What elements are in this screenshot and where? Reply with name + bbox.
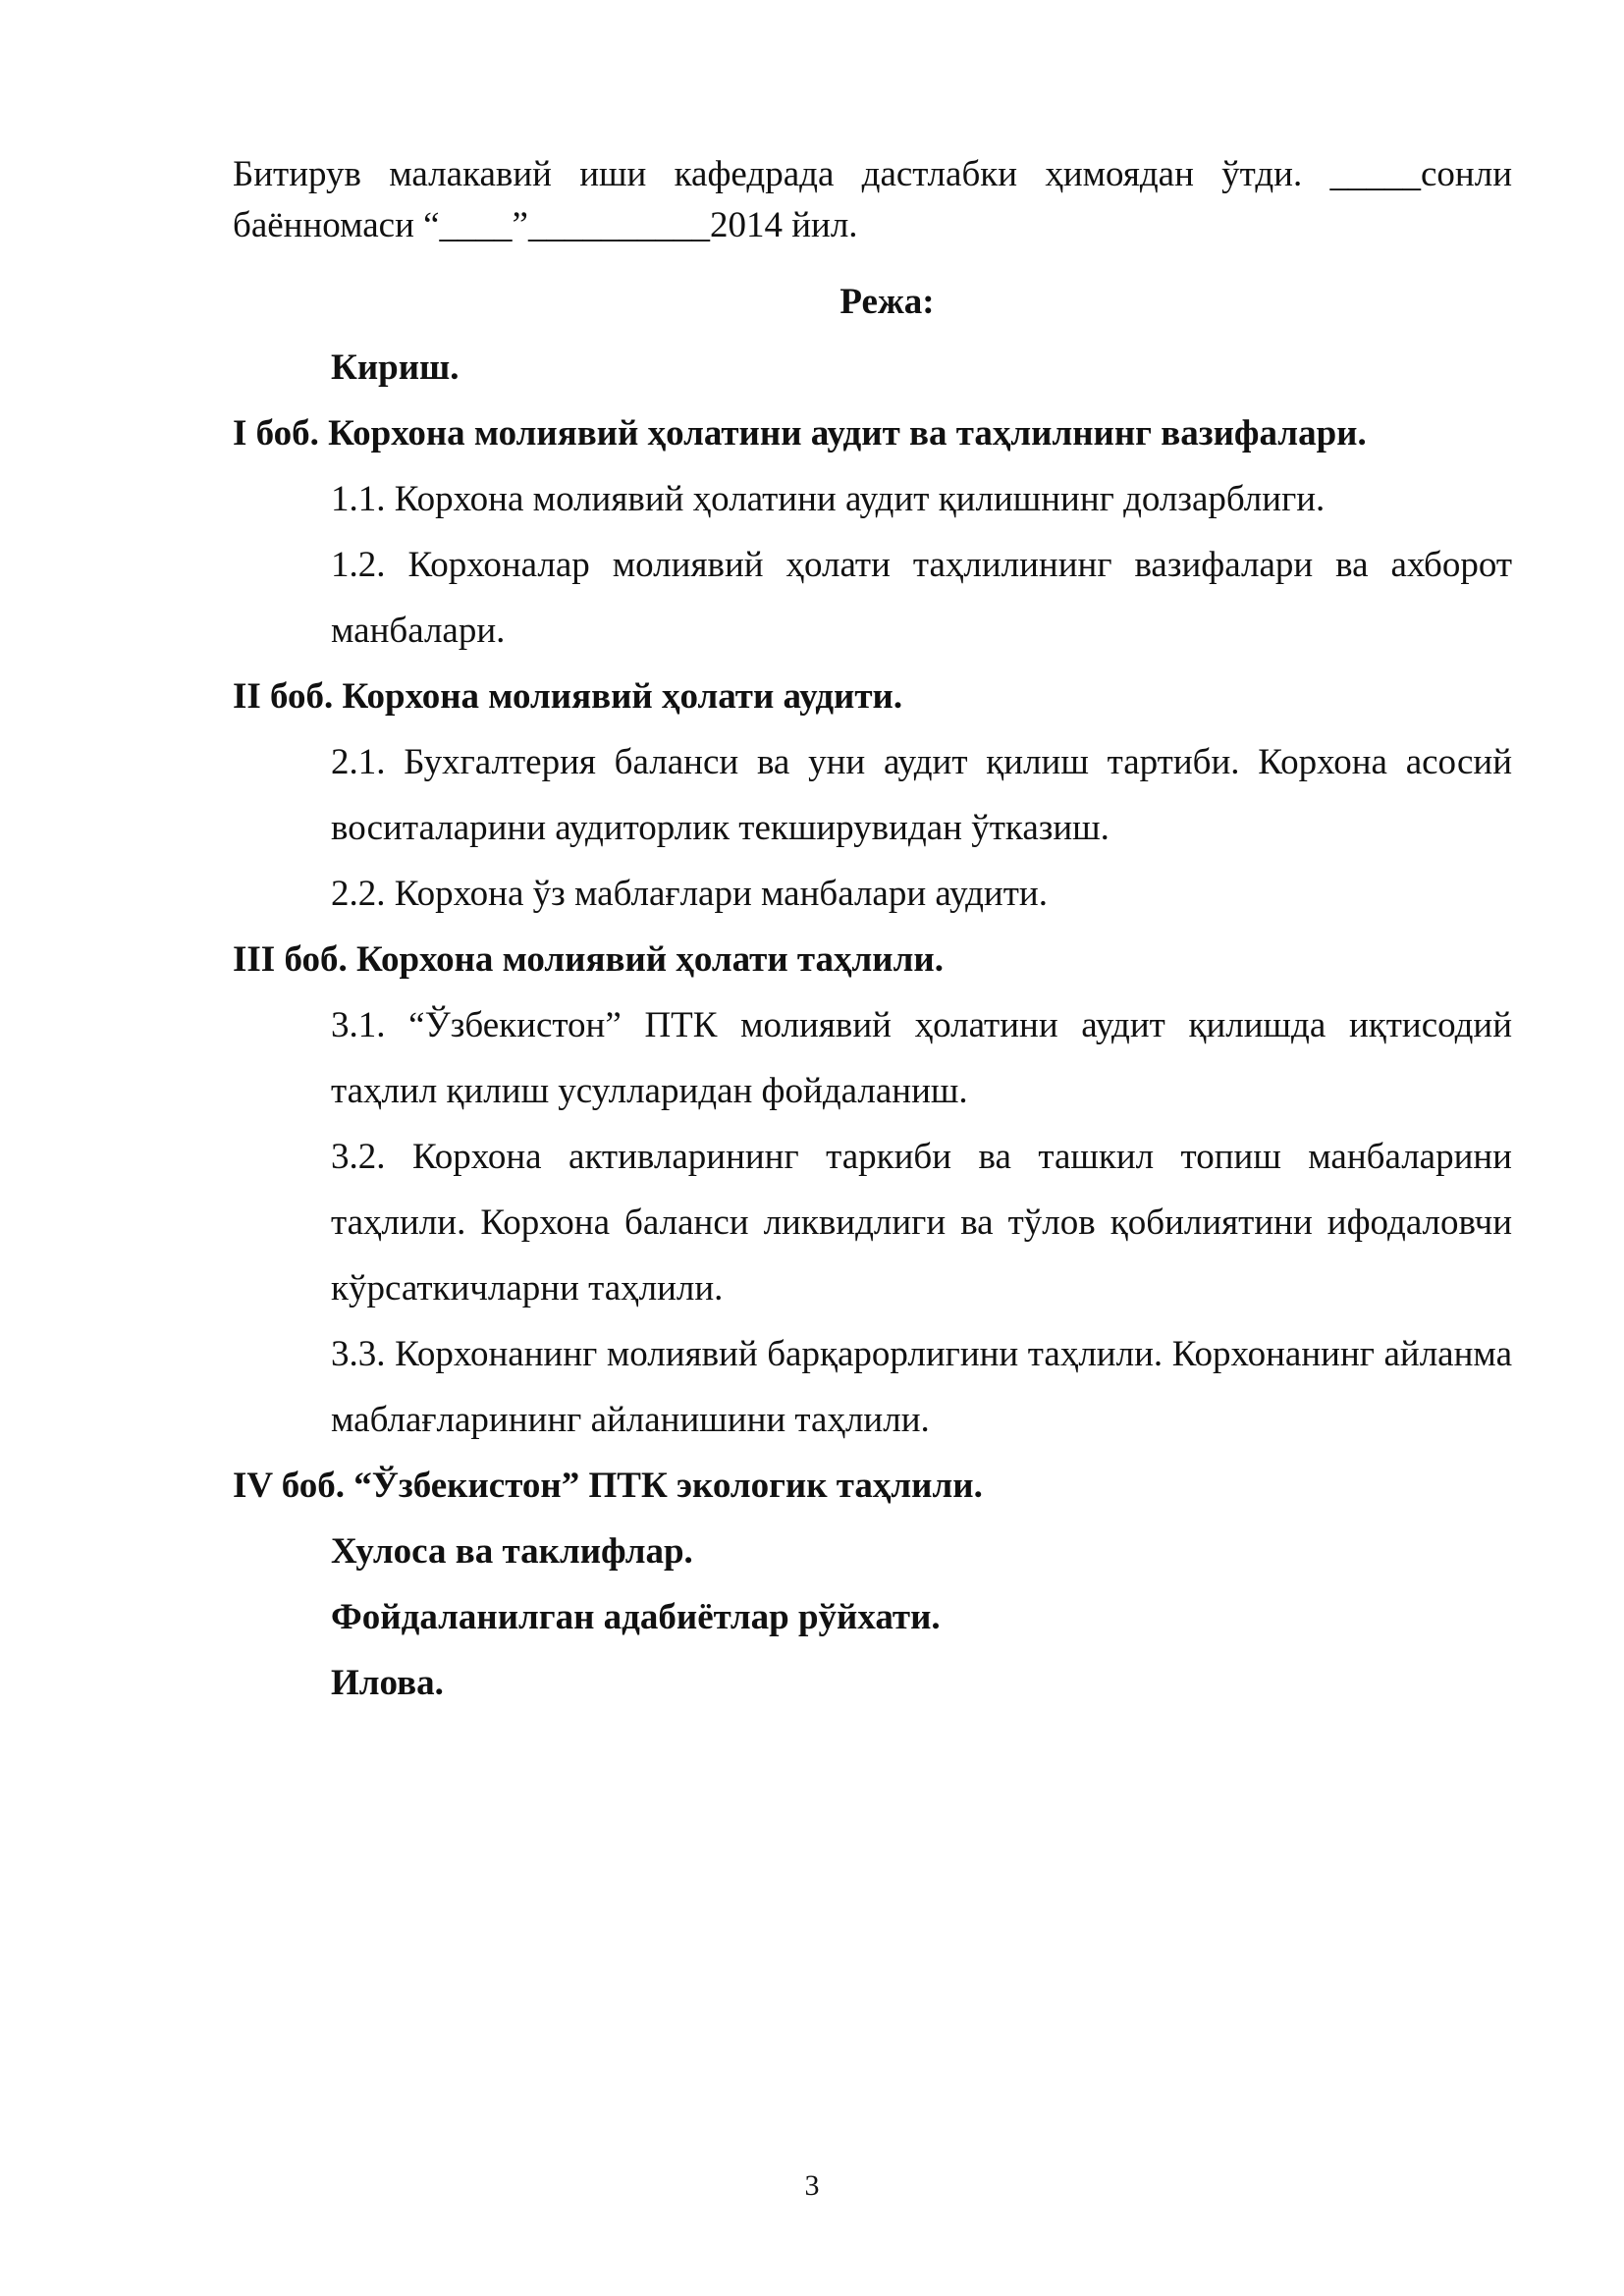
toc-section-3-3: 3.3. Корхонанинг молиявий барқарорлигини таҳлили. Корхонанинг айланма маблағларининг айланишини таҳлили. [331,1334,1512,1440]
toc-references: Фойдаланилган адабиётлар рўйхати. [331,1597,941,1637]
plan-title: Режа: [839,282,935,322]
toc-section-3-2: 3.2. Корхона активларининг таркиби ва ташкил топиш манбаларини таҳлили. Корхона баланси ликвидлиги ва тўлов қобилиятини ифодаловчи кўрсаткичларни таҳлили. [331,1137,1512,1308]
toc-section-1-2: 1.2. Корхоналар молиявий ҳолати таҳлилининг вазифалари ва ахборот манбалари. [331,545,1512,651]
toc-chapter-1: I боб. Корхона молиявий ҳолатини аудит ва таҳлилнинг вазифалари. [233,413,1367,454]
page-number: 3 [804,2169,820,2202]
toc-introduction: Кириш. [331,347,460,388]
toc-section-1-1: 1.1. Корхона молиявий ҳолатини аудит қилишнинг долзарблиги. [331,479,1326,519]
toc-appendix: Илова. [331,1663,444,1703]
defense-note: Битирув малакавий иши кафедрада дастлабки ҳимоядан ўтди. _____сонли баённомаси “____”__________2014 йил. [233,154,1512,245]
toc-section-2-1: 2.1. Бухгалтерия баланси ва уни аудит қилиш тартиби. Корхона асосий воситаларини аудиторлик текширувидан ўтказиш. [331,742,1512,848]
toc-chapter-2: II боб. Корхона молиявий ҳолати аудити. [233,676,903,717]
toc-chapter-4: IV боб. “Ўзбекистон” ПТК экологик таҳлили. [233,1466,983,1506]
page-content [233,149,1512,1716]
toc-conclusions: Хулоса ва таклифлар. [331,1531,693,1572]
toc-chapter-3: III боб. Корхона молиявий ҳолати таҳлили. [233,939,944,980]
toc-section-2-2: 2.2. Корхона ўз маблағлари манбалари аудити. [331,874,1048,914]
toc-section-3-1: 3.1. “Ўзбекистон” ПТК молиявий ҳолатини аудит қилишда иқтисодий таҳлил қилиш усулларидан фойдаланиш. [331,1005,1512,1111]
